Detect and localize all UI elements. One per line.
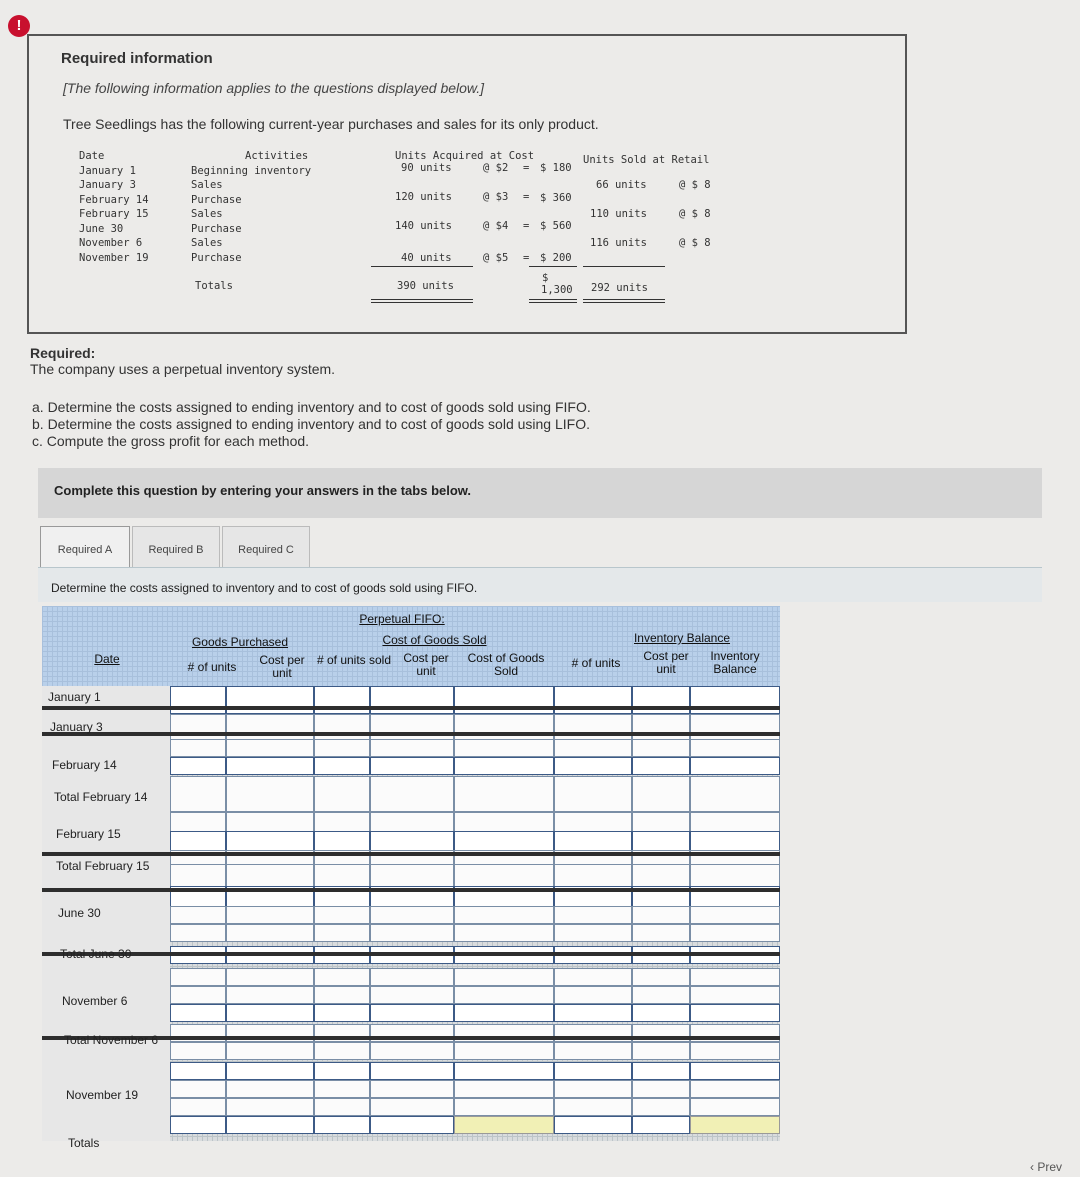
entry-cell[interactable] bbox=[632, 1004, 690, 1022]
row-eq: = bbox=[523, 162, 530, 174]
col-cost-per-unit: Cost per unit bbox=[259, 653, 305, 680]
col-cogs: Cost of Goods Sold bbox=[467, 651, 545, 678]
section-divider bbox=[42, 732, 780, 736]
entry-cell[interactable] bbox=[226, 968, 314, 986]
double-underline bbox=[371, 302, 473, 303]
task-c: c. Compute the gross profit for each method. bbox=[32, 433, 310, 449]
entry-cell[interactable] bbox=[170, 1098, 226, 1116]
row-retail: @ $ 8 bbox=[679, 208, 711, 220]
entry-cell[interactable] bbox=[554, 924, 632, 942]
entry-cell[interactable] bbox=[632, 968, 690, 986]
col-inventory-balance: Inventory Balance bbox=[710, 649, 760, 676]
row-units: 40 units bbox=[401, 252, 452, 264]
entry-cell[interactable] bbox=[690, 1080, 780, 1098]
entry-cell[interactable] bbox=[226, 1098, 314, 1116]
entry-cell[interactable] bbox=[454, 906, 554, 924]
entry-cell[interactable] bbox=[554, 757, 632, 775]
info-title: Required information bbox=[61, 50, 213, 67]
row-units: 120 units bbox=[395, 191, 452, 203]
header-sold: Units Sold at Retail bbox=[583, 154, 710, 166]
row-at: @ $4 bbox=[483, 220, 509, 232]
double-underline bbox=[583, 299, 665, 300]
entry-cell[interactable] bbox=[370, 906, 454, 924]
tab-required-a[interactable]: Required A bbox=[40, 526, 130, 571]
row-date: November 19 bbox=[79, 252, 149, 264]
entry-cell[interactable] bbox=[170, 968, 226, 986]
chevron-left-icon: ‹ bbox=[1030, 1160, 1038, 1174]
row-activity: Beginning inventory bbox=[191, 165, 312, 177]
task-b: b. Determine the costs assigned to ending inventory and to cost of goods sold using LIFO. bbox=[32, 416, 590, 432]
section-divider bbox=[42, 706, 780, 710]
entry-cell[interactable] bbox=[690, 757, 780, 775]
row-activity: Sales bbox=[191, 179, 223, 191]
row-sold: 66 units bbox=[596, 179, 647, 191]
entry-cell[interactable] bbox=[170, 739, 226, 757]
perpetual-fifo-grid bbox=[42, 606, 780, 1150]
entry-cell[interactable] bbox=[554, 968, 632, 986]
row-label: June 30 bbox=[58, 906, 101, 920]
row-label: Total February 14 bbox=[54, 790, 148, 804]
entry-cell[interactable] bbox=[226, 1116, 314, 1134]
row-date: February 14 bbox=[79, 194, 149, 206]
entry-cell[interactable] bbox=[370, 1080, 454, 1098]
entry-cell[interactable] bbox=[226, 986, 314, 1004]
entry-cell[interactable] bbox=[454, 1004, 554, 1022]
entry-cell[interactable] bbox=[454, 776, 554, 812]
instructions-banner bbox=[38, 468, 1042, 518]
row-cost: $ 360 bbox=[540, 192, 572, 204]
entry-cell[interactable] bbox=[170, 1080, 226, 1098]
entry-cell[interactable] bbox=[554, 1080, 632, 1098]
info-note: [The following information applies to the questions displayed below.] bbox=[63, 80, 485, 96]
entry-cell[interactable] bbox=[632, 1098, 690, 1116]
entry-cell[interactable] bbox=[370, 1042, 454, 1060]
entry-cell[interactable] bbox=[632, 1080, 690, 1098]
entry-cell[interactable] bbox=[632, 1116, 690, 1134]
entry-cell[interactable] bbox=[170, 1116, 226, 1134]
entry-cell[interactable] bbox=[554, 1116, 632, 1134]
entry-cell[interactable] bbox=[226, 1042, 314, 1060]
entry-cell[interactable] bbox=[454, 1062, 554, 1080]
totals-label: Totals bbox=[195, 280, 233, 292]
entry-cell[interactable] bbox=[370, 924, 454, 942]
entry-cell[interactable] bbox=[370, 739, 454, 757]
entry-cell[interactable] bbox=[370, 1004, 454, 1022]
date-header: Date bbox=[94, 652, 120, 666]
header-acquired: Units Acquired at Cost bbox=[395, 150, 535, 162]
entry-cell[interactable] bbox=[170, 1004, 226, 1022]
entry-cell[interactable] bbox=[454, 968, 554, 986]
entry-cell[interactable] bbox=[632, 776, 690, 812]
underline bbox=[583, 266, 665, 267]
entry-cell[interactable] bbox=[632, 714, 690, 742]
row-units: 140 units bbox=[395, 220, 452, 232]
entry-cell[interactable] bbox=[454, 1080, 554, 1098]
banner-text: Complete this question by entering your answers in the tabs below. bbox=[54, 483, 472, 498]
prev-button[interactable] bbox=[1030, 1160, 1062, 1174]
row-units: 90 units bbox=[401, 162, 452, 174]
entry-cell[interactable] bbox=[226, 924, 314, 942]
section-divider bbox=[42, 888, 780, 892]
entry-cell[interactable] bbox=[370, 1098, 454, 1116]
entry-cell[interactable] bbox=[454, 757, 554, 775]
entry-cell[interactable] bbox=[314, 776, 370, 812]
entry-cell[interactable] bbox=[314, 714, 370, 742]
entry-cell[interactable] bbox=[226, 1004, 314, 1022]
entry-cell[interactable] bbox=[690, 924, 780, 942]
row-activity: Purchase bbox=[191, 223, 242, 235]
entry-cell[interactable] bbox=[690, 986, 780, 1004]
purchases-sales-table bbox=[75, 146, 725, 316]
row-label: January 3 bbox=[50, 720, 103, 734]
row-at: @ $3 bbox=[483, 191, 509, 203]
entry-cell[interactable] bbox=[170, 924, 226, 942]
entry-cell[interactable] bbox=[690, 714, 780, 742]
required-label: Required: bbox=[30, 345, 96, 361]
double-underline bbox=[529, 299, 577, 300]
entry-cell[interactable] bbox=[554, 1042, 632, 1060]
entry-cell[interactable] bbox=[690, 1116, 780, 1134]
row-retail: @ $ 8 bbox=[679, 179, 711, 191]
instruction-text: Determine the costs assigned to inventory and to cost of goods sold using FIFO. bbox=[51, 581, 478, 595]
entry-cell[interactable] bbox=[314, 986, 370, 1004]
entry-cell[interactable] bbox=[690, 776, 780, 812]
row-eq: = bbox=[523, 191, 530, 203]
info-intro: Tree Seedlings has the following current-year purchases and sales for its only product. bbox=[63, 116, 599, 132]
entry-cell[interactable] bbox=[554, 986, 632, 1004]
entry-cell[interactable] bbox=[314, 1042, 370, 1060]
totals-cost: 1,300 bbox=[541, 284, 573, 296]
entry-cell[interactable] bbox=[454, 1042, 554, 1060]
required-information-panel bbox=[27, 34, 907, 334]
row-date: February 15 bbox=[79, 208, 149, 220]
row-sold: 110 units bbox=[590, 208, 647, 220]
row-label: February 14 bbox=[52, 758, 117, 772]
entry-cell[interactable] bbox=[170, 714, 226, 742]
row-label: February 15 bbox=[56, 827, 121, 841]
entry-cell[interactable] bbox=[170, 776, 226, 812]
row-label: Total June 30 bbox=[60, 947, 132, 961]
row-cost: $ 200 bbox=[540, 252, 572, 264]
entry-cell[interactable] bbox=[226, 906, 314, 924]
row-label: November 19 bbox=[66, 1088, 139, 1102]
entry-cell[interactable] bbox=[632, 739, 690, 757]
entry-cell[interactable] bbox=[314, 924, 370, 942]
row-label: Total November 6 bbox=[64, 1033, 159, 1047]
entry-cell[interactable] bbox=[314, 757, 370, 775]
row-activity: Sales bbox=[191, 208, 223, 220]
row-cost: $ 560 bbox=[540, 220, 572, 232]
entry-cell[interactable] bbox=[554, 1098, 632, 1116]
tab-required-c[interactable]: Required C bbox=[222, 526, 310, 571]
entry-cell[interactable] bbox=[370, 968, 454, 986]
entry-cell[interactable] bbox=[554, 1004, 632, 1022]
entry-cell[interactable] bbox=[226, 757, 314, 775]
entry-cell[interactable] bbox=[554, 1062, 632, 1080]
row-at: @ $5 bbox=[483, 252, 509, 264]
entry-cell[interactable] bbox=[314, 1080, 370, 1098]
entry-cell[interactable] bbox=[632, 1062, 690, 1080]
entry-cell[interactable] bbox=[690, 1004, 780, 1022]
row-date: January 1 bbox=[79, 165, 136, 177]
required-section bbox=[30, 345, 335, 377]
underline bbox=[529, 266, 577, 267]
task-list bbox=[32, 399, 591, 450]
entry-cell[interactable] bbox=[170, 1042, 226, 1060]
row-date: January 3 bbox=[79, 179, 136, 191]
col-units-sold: # of units sold bbox=[316, 653, 392, 667]
tab-instruction bbox=[38, 567, 1042, 602]
row-label: Totals bbox=[68, 1136, 100, 1150]
entry-cell[interactable] bbox=[314, 1062, 370, 1080]
entry-cell[interactable] bbox=[226, 1062, 314, 1080]
entry-cell[interactable] bbox=[226, 1080, 314, 1098]
totals-cost-symbol: $ bbox=[542, 272, 549, 284]
entry-cell[interactable] bbox=[632, 924, 690, 942]
col-units: # of units bbox=[187, 660, 237, 674]
prev-label: Prev bbox=[1037, 1160, 1063, 1174]
entry-cell[interactable] bbox=[554, 714, 632, 742]
entry-cell[interactable] bbox=[454, 1116, 554, 1134]
entry-cell[interactable] bbox=[690, 739, 780, 757]
row-sold: 116 units bbox=[590, 237, 647, 249]
entry-cell[interactable] bbox=[314, 1004, 370, 1022]
required-text: The company uses a perpetual inventory system. bbox=[30, 361, 336, 377]
entry-cell[interactable] bbox=[690, 968, 780, 986]
entry-cell[interactable] bbox=[170, 986, 226, 1004]
entry-cell[interactable] bbox=[554, 739, 632, 757]
row-eq: = bbox=[523, 220, 530, 232]
double-underline bbox=[371, 299, 473, 300]
entry-cell[interactable] bbox=[226, 714, 314, 742]
entry-cell[interactable] bbox=[454, 986, 554, 1004]
entry-cell[interactable] bbox=[226, 776, 314, 812]
tab-required-b[interactable]: Required B bbox=[132, 526, 220, 571]
row-activity: Purchase bbox=[191, 252, 242, 264]
cogs-header: Cost of Goods Sold bbox=[382, 633, 487, 647]
double-underline bbox=[529, 302, 577, 303]
entry-cell[interactable] bbox=[226, 739, 314, 757]
row-at: @ $2 bbox=[483, 162, 509, 174]
alert-icon: ! bbox=[8, 15, 30, 37]
inventory-balance-header: Inventory Balance bbox=[633, 631, 731, 645]
entry-cell[interactable] bbox=[314, 1098, 370, 1116]
entry-cell[interactable] bbox=[454, 714, 554, 742]
col-cogs-per-unit: Cost per unit bbox=[403, 651, 449, 678]
entry-cell[interactable] bbox=[170, 1062, 226, 1080]
entry-cell[interactable] bbox=[454, 739, 554, 757]
col-bal-units: # of units bbox=[571, 656, 621, 670]
entry-cell[interactable] bbox=[314, 968, 370, 986]
task-a: a. Determine the costs assigned to ending inventory and to cost of goods sold using FIFO. bbox=[32, 399, 591, 415]
entry-cell[interactable] bbox=[314, 906, 370, 924]
header-date: Date bbox=[79, 150, 105, 162]
entry-cell[interactable] bbox=[170, 757, 226, 775]
entry-cell[interactable] bbox=[690, 1042, 780, 1060]
row-eq: = bbox=[523, 252, 530, 264]
section-divider bbox=[42, 852, 780, 856]
entry-cell[interactable] bbox=[370, 714, 454, 742]
entry-cell[interactable] bbox=[314, 739, 370, 757]
entry-cell[interactable] bbox=[554, 906, 632, 924]
totals-sold: 292 units bbox=[591, 282, 648, 294]
entry-cell[interactable] bbox=[370, 1116, 454, 1134]
entry-cell[interactable] bbox=[632, 906, 690, 924]
entry-cell[interactable] bbox=[690, 1062, 780, 1080]
row-date: June 30 bbox=[79, 223, 124, 235]
entry-cell[interactable] bbox=[632, 1042, 690, 1060]
header-activities: Activities bbox=[245, 150, 309, 162]
entry-cell[interactable] bbox=[454, 924, 554, 942]
row-activity: Sales bbox=[191, 237, 223, 249]
entry-cell[interactable] bbox=[554, 776, 632, 812]
grid-title: Perpetual FIFO: bbox=[359, 612, 445, 626]
entry-cell[interactable] bbox=[170, 906, 226, 924]
entry-cell[interactable] bbox=[454, 1098, 554, 1116]
entry-cell[interactable] bbox=[370, 986, 454, 1004]
entry-cell[interactable] bbox=[370, 776, 454, 812]
entry-cell[interactable] bbox=[632, 757, 690, 775]
section-divider bbox=[42, 952, 780, 956]
row-date: November 6 bbox=[79, 237, 143, 249]
entry-cell[interactable] bbox=[370, 757, 454, 775]
entry-cell[interactable] bbox=[690, 906, 780, 924]
double-underline bbox=[583, 302, 665, 303]
row-activity: Purchase bbox=[191, 194, 242, 206]
goods-purchased-header: Goods Purchased bbox=[191, 635, 289, 649]
row-cost: $ 180 bbox=[540, 162, 572, 174]
entry-cell[interactable] bbox=[690, 1098, 780, 1116]
underline bbox=[371, 266, 473, 267]
row-label: Total February 15 bbox=[56, 859, 150, 873]
row-retail: @ $ 8 bbox=[679, 237, 711, 249]
entry-cell[interactable] bbox=[370, 1062, 454, 1080]
entry-cell[interactable] bbox=[632, 986, 690, 1004]
totals-units: 390 units bbox=[397, 280, 454, 292]
row-label: January 1 bbox=[48, 690, 101, 704]
col-bal-cost: Cost per unit bbox=[643, 649, 689, 676]
row-label: November 6 bbox=[62, 994, 128, 1008]
entry-cell[interactable] bbox=[314, 1116, 370, 1134]
